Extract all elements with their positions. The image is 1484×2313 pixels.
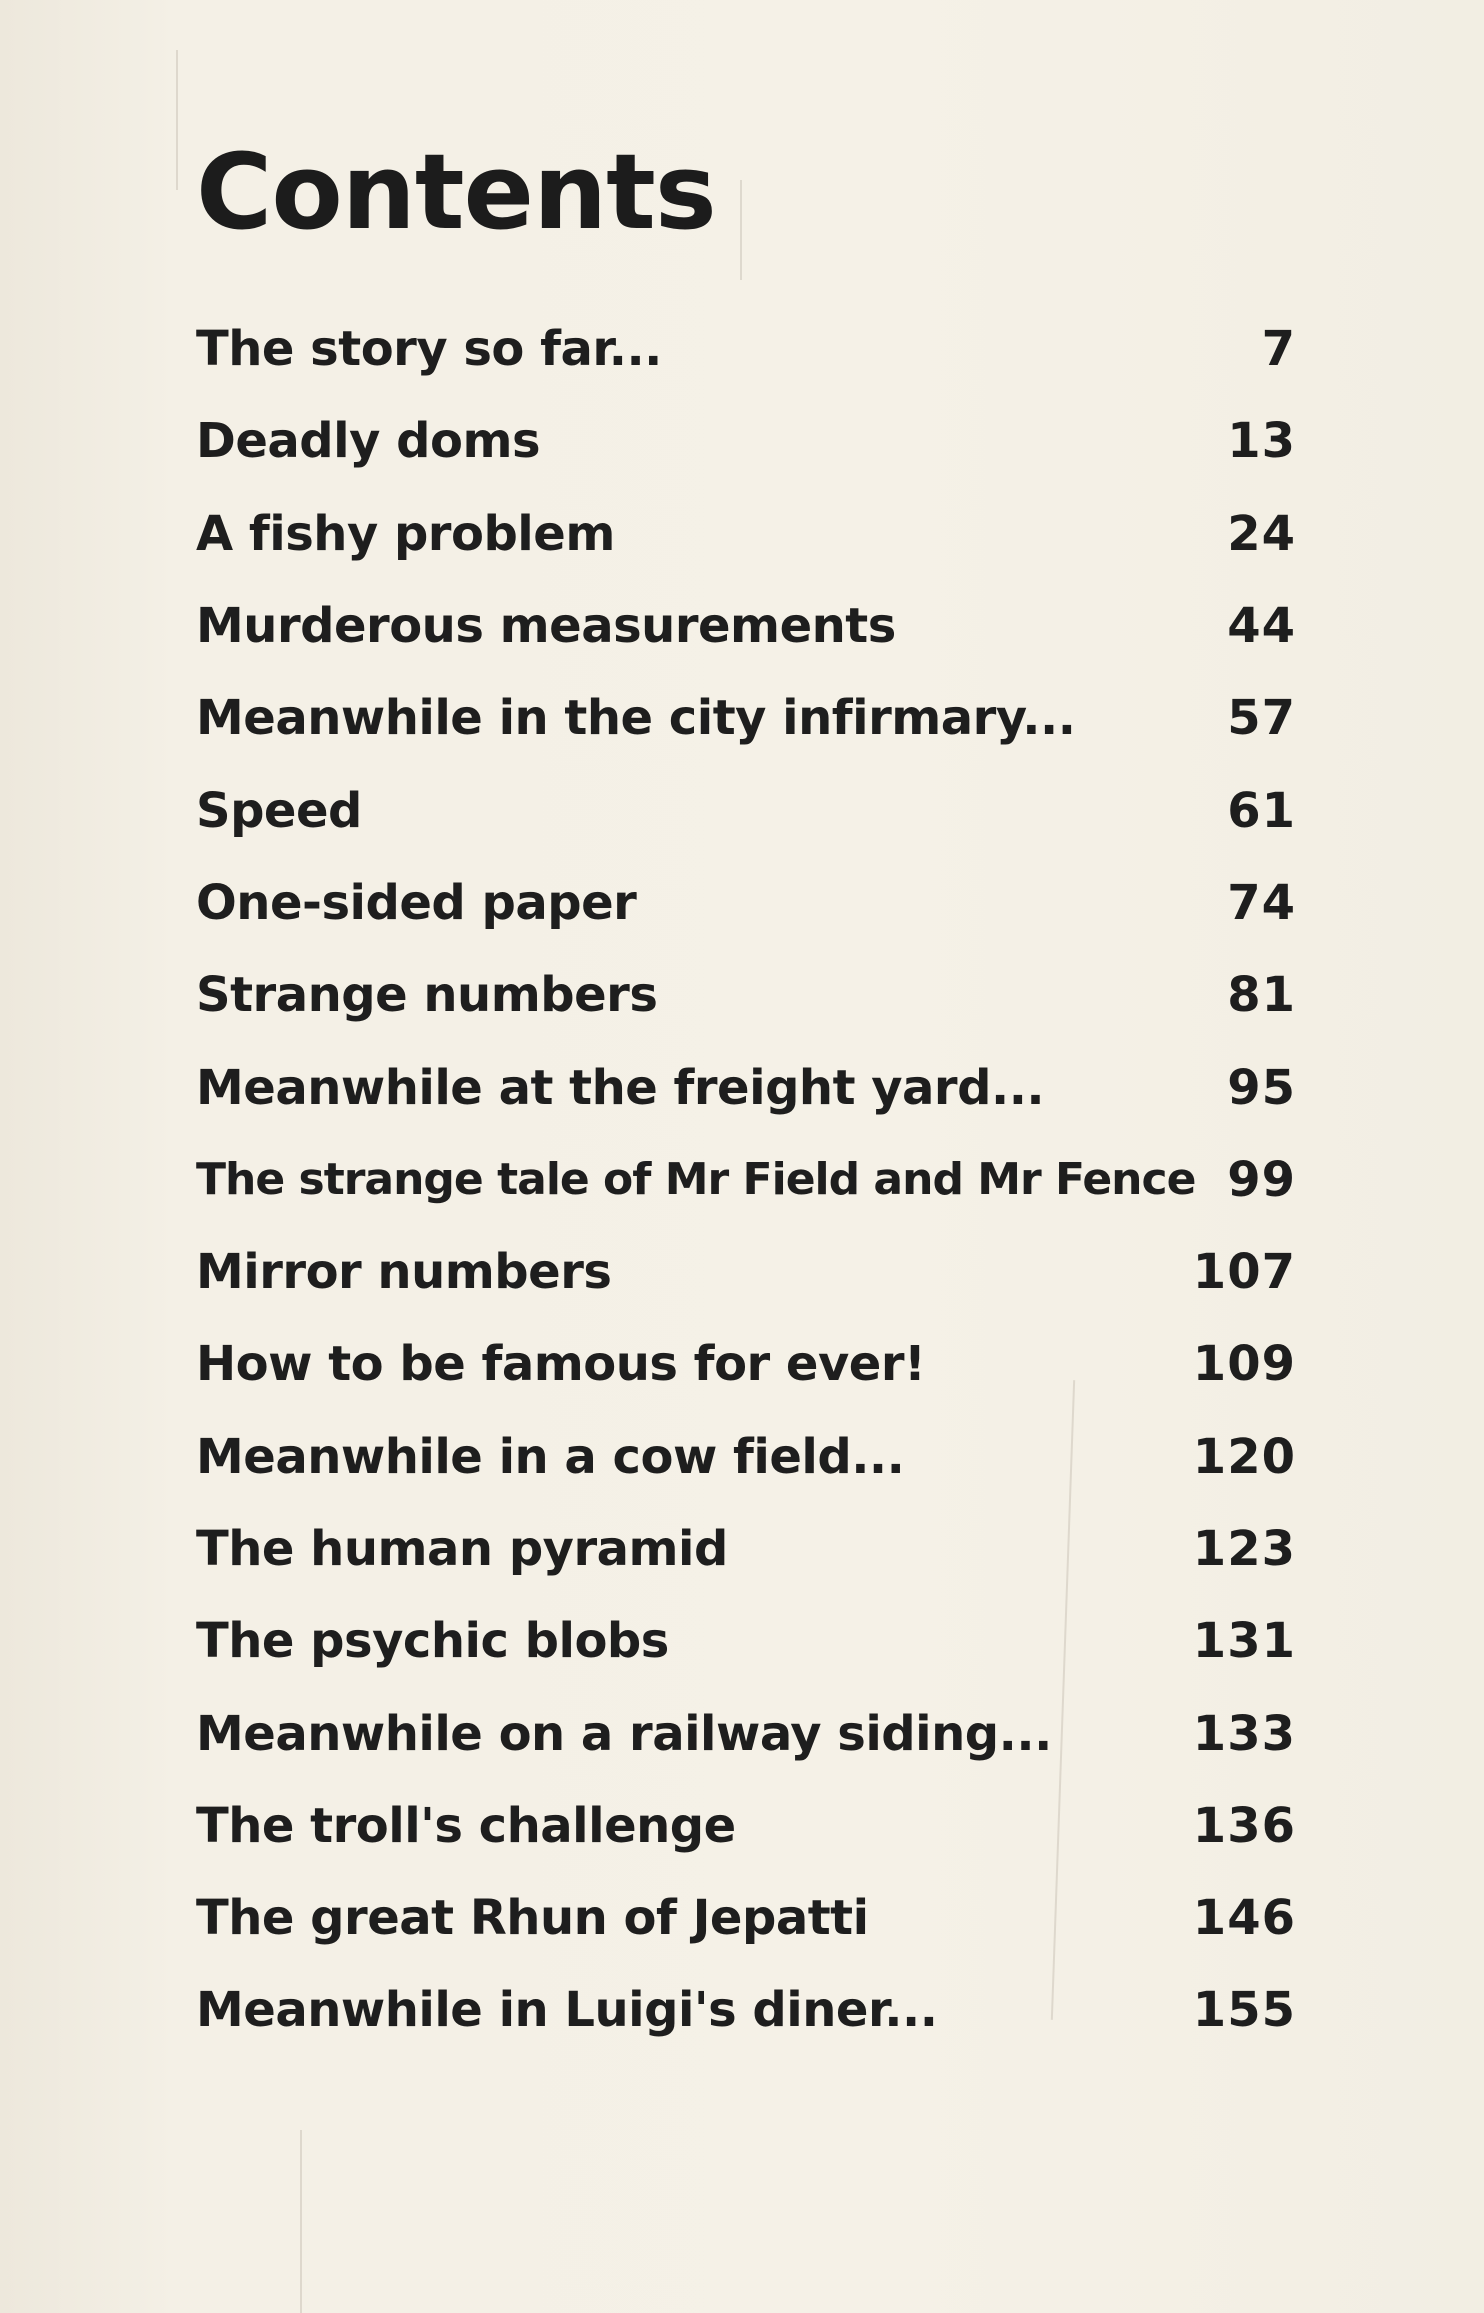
- toc-entry-title: One-sided paper: [196, 874, 637, 931]
- toc-entry: [196, 1964, 1296, 2056]
- toc-entry-title: Meanwhile in the city infirmary...: [196, 690, 1076, 747]
- toc-entry-page: 133: [1192, 1705, 1296, 1762]
- toc-entry-page: 123: [1192, 1521, 1296, 1577]
- toc-entry: [196, 1595, 1296, 1687]
- toc-entry-title: The psychic blobs: [196, 1613, 669, 1670]
- toc-entry: [196, 1411, 1296, 1503]
- toc-entry: [196, 1041, 1296, 1133]
- toc-entry-page: 81: [1227, 967, 1296, 1024]
- toc-entry: [196, 395, 1296, 487]
- toc-entry-page: 24: [1227, 505, 1296, 562]
- toc-entry-page: 155: [1192, 1982, 1296, 2039]
- toc-entry-title: Meanwhile in Luigi's diner...: [196, 1982, 938, 2039]
- page-title: Contents: [196, 131, 716, 253]
- toc-entry-page: 61: [1227, 782, 1296, 839]
- paper-crease: [176, 50, 178, 190]
- toc-entry-title: The great Rhun of Jepatti: [196, 1890, 869, 1947]
- toc-entry-page: 107: [1192, 1244, 1296, 1301]
- toc-entry: [196, 1872, 1296, 1964]
- toc-entry-page: 95: [1227, 1059, 1296, 1116]
- toc-entry-title: Murderous measurements: [196, 598, 896, 655]
- toc-entry-page: 136: [1192, 1797, 1296, 1854]
- toc-entry-page: 44: [1227, 598, 1296, 655]
- toc-entry-title: Mirror numbers: [196, 1244, 612, 1301]
- toc-entry: [196, 857, 1296, 949]
- toc-entry: [196, 949, 1296, 1041]
- toc-entry: [196, 764, 1296, 856]
- toc-entry: [196, 1780, 1296, 1872]
- toc-entry-title: Deadly doms: [196, 413, 541, 470]
- toc-entry: [196, 488, 1296, 580]
- toc-entry-page: 74: [1227, 874, 1296, 931]
- toc-entry-title: Meanwhile in a cow field...: [196, 1428, 905, 1485]
- toc-entry-page: 13: [1227, 413, 1296, 470]
- toc-entry-title: Meanwhile at the freight yard...: [196, 1059, 1045, 1116]
- toc-entry: [196, 1318, 1296, 1410]
- toc-entry-title: How to be famous for ever!: [196, 1336, 926, 1393]
- toc-entry-title: The story so far...: [196, 321, 662, 378]
- toc-entry: [196, 303, 1296, 395]
- toc-entry-page: 109: [1192, 1336, 1296, 1393]
- toc-entry-title: A fishy problem: [196, 505, 615, 562]
- paper-crease: [300, 2130, 302, 2313]
- toc-entry: [196, 580, 1296, 672]
- toc-entry-page: 131: [1192, 1613, 1296, 1670]
- toc-entry-page: 146: [1192, 1890, 1296, 1947]
- toc-entry-page: 7: [1261, 321, 1296, 378]
- toc-entry-title: The human pyramid: [196, 1521, 728, 1577]
- table-of-contents: [196, 303, 1296, 2057]
- toc-entry-title: The troll's challenge: [196, 1797, 736, 1854]
- paper-crease: [740, 180, 742, 280]
- toc-entry: [196, 1687, 1296, 1779]
- toc-entry-page: 99: [1227, 1151, 1296, 1208]
- toc-entry-title: Meanwhile on a railway siding...: [196, 1705, 1052, 1762]
- toc-entry-title: Strange numbers: [196, 967, 658, 1024]
- toc-entry: [196, 672, 1296, 764]
- toc-entry: [196, 1134, 1296, 1226]
- toc-entry-page: 120: [1192, 1428, 1296, 1485]
- toc-entry: [196, 1503, 1296, 1595]
- toc-entry-page: 57: [1227, 690, 1296, 747]
- toc-entry-title: Speed: [196, 782, 362, 839]
- toc-entry: [196, 1226, 1296, 1318]
- toc-entry-title: The strange tale of Mr Field and Mr Fence: [196, 1154, 1196, 1206]
